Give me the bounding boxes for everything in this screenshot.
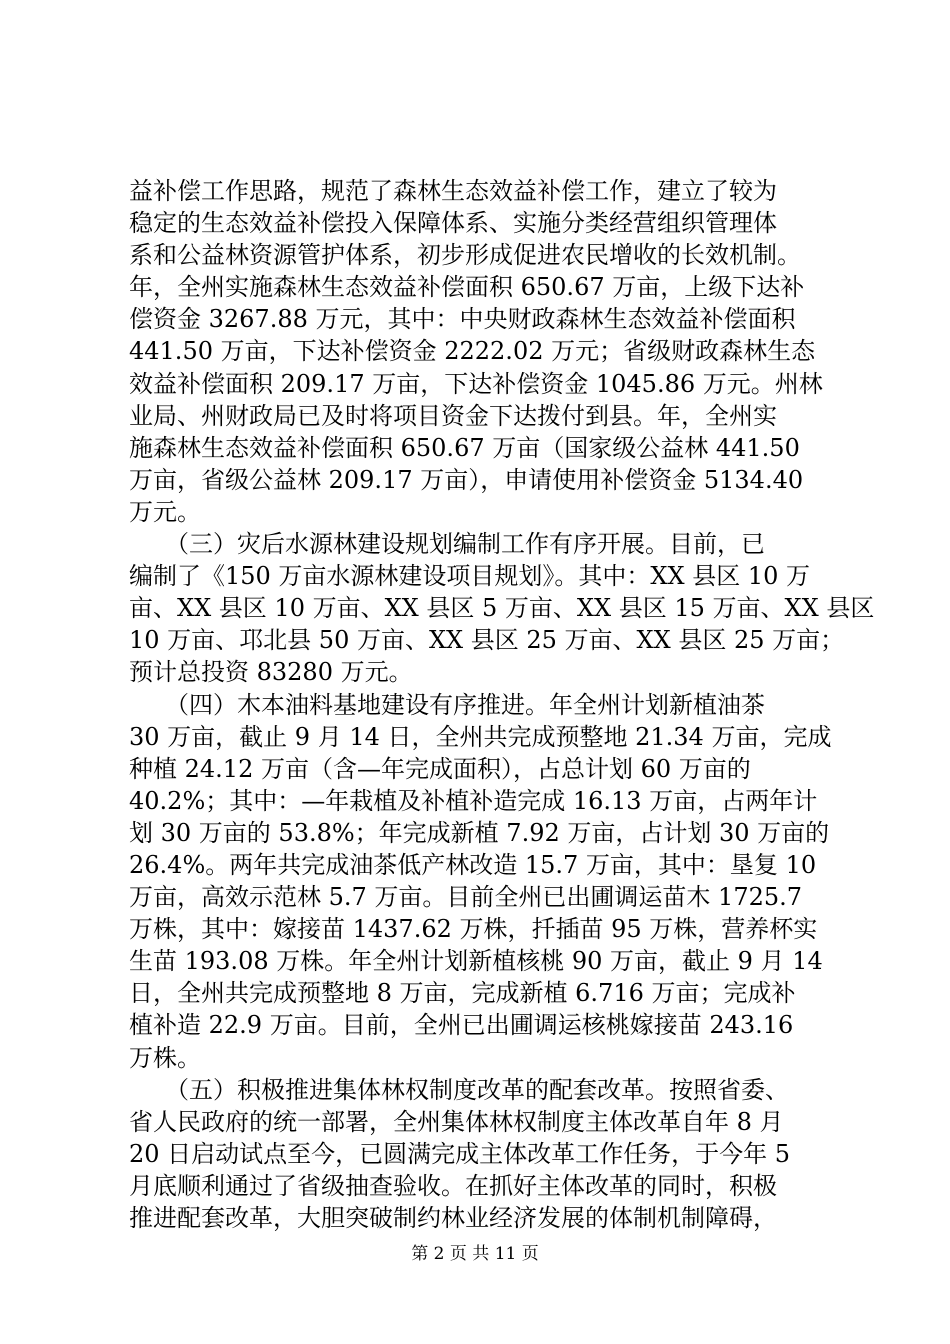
text-line: 万株。 [129,1043,201,1072]
text-line: 万元。 [129,497,201,526]
text-line: 划 30 万亩的 53.8%；年完成新植 7.92 万亩，占计划 30 万亩的 [129,818,830,847]
text-line: 万亩，高效示范林 5.7 万亩。目前全州已出圃调运苗木 1725.7 [129,883,803,912]
text-line: 26.4%。两年共完成油茶低产林改造 15.7 万亩，其中：垦复 10 [129,850,817,879]
text-line: 预计总投资 83280 万元。 [129,658,413,687]
page-number: 第 2 页 共 11 页 [411,1244,539,1264]
text-line: 稳定的生态效益补偿投入保障体系、实施分类经营组织管理体 [129,209,777,238]
section-heading-line: （四）木本油料基地建设有序推进。年全州计划新植油茶 [129,690,765,719]
text-line: 省人民政府的统一部署，全州集体林权制度主体改革自年 8 月 [129,1107,784,1136]
text-line: 施森林生态效益补偿面积 650.67 万亩（国家级公益林 441.50 [129,433,800,462]
page-footer [0,1243,950,1265]
text-line: 20 日启动试点至今，已圆满完成主体改革工作任务，于今年 5 [129,1139,791,1168]
section-heading-line: （五）积极推进集体林权制度改革的配套改革。按照省委、 [129,1075,789,1104]
text-line: 年，全州实施森林生态效益补偿面积 650.67 万亩，上级下达补 [129,273,805,302]
section-heading-line: （三）灾后水源林建设规划编制工作有序开展。目前，已 [129,530,765,559]
text-line: 编制了《150 万亩水源林建设项目规划》。其中：XX 县区 10 万 [129,562,811,591]
text-line: 10 万亩、邛北县 50 万亩、XX 县区 25 万亩、XX 县区 25 万亩； [129,626,845,655]
text-line: 亩、XX 县区 10 万亩、XX 县区 5 万亩、XX 县区 15 万亩、XX 县区 [129,594,875,623]
text-line: 万亩，省级公益林 209.17 万亩），申请使用补偿资金 5134.40 [129,465,804,494]
text-line: 441.50 万亩，下达补偿资金 2222.02 万元；省级财政森林生态 [129,337,816,366]
text-line: 月底顺利通过了省级抽查验收。在抓好主体改革的同时，积极 [129,1171,777,1200]
text-line: 万株，其中：嫁接苗 1437.62 万株，扦插苗 95 万株，营养杯实 [129,915,818,944]
text-line: 生苗 193.08 万株。年全州计划新植核桃 90 万亩，截止 9 月 14 [129,947,823,976]
text-line: 效益补偿面积 209.17 万亩，下达补偿资金 1045.86 万元。州林 [129,369,823,398]
body-text [129,175,875,1234]
text-line: 30 万亩，截止 9 月 14 日，全州共完成预整地 21.34 万亩，完成 [129,722,832,751]
text-line: 业局、州财政局已及时将项目资金下达拨付到县。年，全州实 [129,401,777,430]
text-line: 益补偿工作思路，规范了森林生态效益补偿工作，建立了较为 [129,177,777,205]
text-line: 偿资金 3267.88 万元，其中：中央财政森林生态效益补偿面积 [129,305,796,334]
text-line: 系和公益林资源管护体系，初步形成促进农民增收的长效机制。 [129,241,801,270]
text-line: 推进配套改革，大胆突破制约林业经济发展的体制机制障碍， [129,1204,777,1232]
text-line: 植补造 22.9 万亩。目前，全州已出圃调运核桃嫁接苗 243.16 [129,1011,794,1040]
text-line: 40.2%；其中：—年栽植及补植补造完成 16.13 万亩，占两年计 [129,786,818,815]
text-line: 日，全州共完成预整地 8 万亩，完成新植 6.716 万亩；完成补 [129,979,796,1008]
text-line: 种植 24.12 万亩（含—年完成面积），占总计划 60 万亩的 [129,754,751,783]
